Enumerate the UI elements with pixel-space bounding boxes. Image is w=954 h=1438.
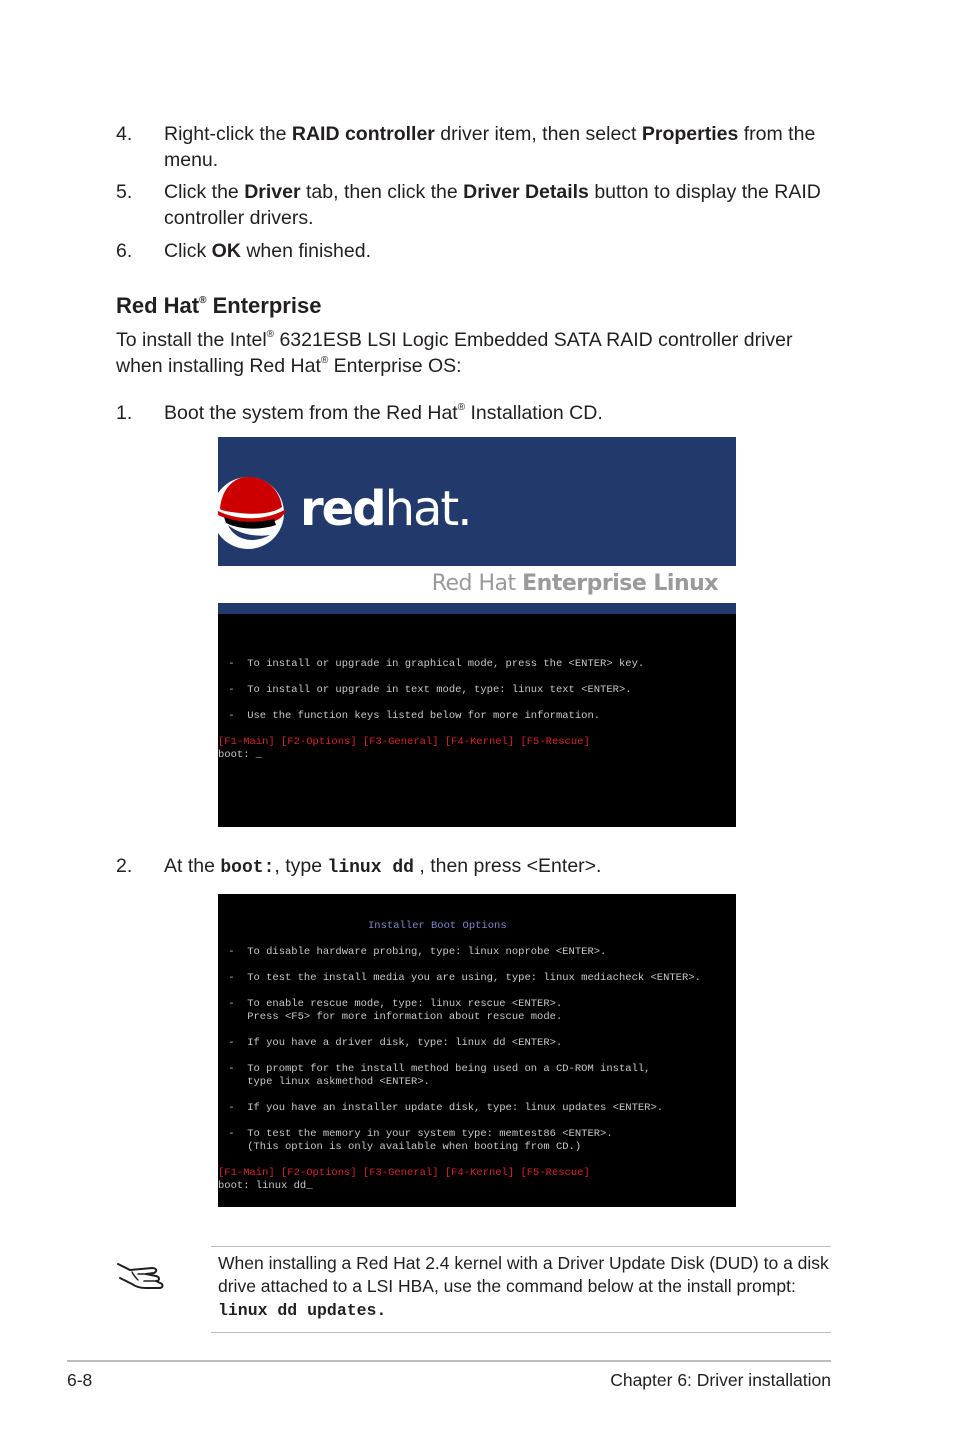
- step-text-part: , type: [274, 855, 328, 877]
- pointing-hand-icon: [116, 1250, 172, 1292]
- step-number: 2.: [116, 855, 133, 877]
- section-heading: [116, 292, 321, 320]
- boot-option-line: - To test the install media you are using, type: linux mediacheck <ENTER>.: [222, 972, 701, 984]
- note-line: drive attached to a LSI HBA, use the command below at the install prompt:: [218, 1276, 796, 1296]
- step-bold-ok: OK: [211, 240, 241, 262]
- note-code: linux dd updates.: [218, 1301, 387, 1320]
- registered-mark: ®: [199, 294, 207, 306]
- step-number: 5.: [116, 181, 133, 203]
- intro-part: 6321ESB LSI Logic Embedded SATA RAID controller driver: [274, 329, 793, 351]
- intro-part: Enterprise OS:: [328, 355, 462, 377]
- step-text: [164, 179, 844, 231]
- boot-prompt[interactable]: boot: linux dd_: [218, 1180, 313, 1192]
- code-boot: boot:: [220, 858, 275, 878]
- boot-option-line: - To enable rescue mode, type: linux rescue <ENTER>. Press <F5> for more information about rescue mode.: [228, 998, 563, 1023]
- step-text-part: Right-click the: [164, 123, 292, 145]
- step-bold-driver: Driver: [244, 181, 301, 203]
- code-linux-dd: linux dd: [327, 858, 414, 878]
- boot-option-line: - To test the memory in your system type: memtest86 <ENTER>. (This option is only available when booting from CD.): [228, 1128, 613, 1153]
- intro-part: when installing Red Hat: [116, 355, 321, 377]
- step-text-part: when finished.: [240, 240, 372, 262]
- note-top-rule: [211, 1246, 831, 1247]
- step-text-part: menu.: [164, 149, 219, 171]
- installer-boot-options-screenshot: [218, 894, 736, 1207]
- step-text-part: At the: [164, 855, 221, 877]
- step-text: [164, 853, 844, 881]
- step-bold-driver-details: Driver Details: [463, 181, 589, 203]
- registered-mark: ®: [320, 354, 329, 366]
- step-text-part: Installation CD.: [465, 402, 603, 424]
- redhat-wordmark: [300, 481, 471, 537]
- subtitle-bold: Enterprise Linux: [522, 571, 718, 596]
- function-keys-line: [F1-Main] [F2-Options] [F3-General] [F4-Kernel] [F5-Rescue]: [218, 736, 590, 748]
- chapter-title: Chapter 6: Driver installation: [610, 1370, 831, 1390]
- step-text-part: Click the: [164, 181, 245, 203]
- registered-mark: ®: [457, 401, 466, 413]
- intro-part: To install the Intel: [116, 329, 267, 351]
- redhat-boot-screenshot: [218, 437, 736, 827]
- boot-option-line: - If you have an installer update disk, type: linux updates <ENTER>.: [222, 1102, 664, 1114]
- boot-options-title: Installer Boot Options: [368, 920, 507, 932]
- blue-divider: [218, 603, 736, 614]
- page-number: 6-8: [67, 1370, 93, 1390]
- boot-option-line: - To prompt for the install method being used on a CD-ROM install, type linux askmethod <ENTER>.: [228, 1063, 651, 1088]
- step-bold-properties: Properties: [641, 123, 739, 145]
- boot-prompt[interactable]: boot: _: [218, 749, 263, 761]
- step-text-part: Boot the system from the Red Hat: [164, 402, 458, 424]
- step-number: 4.: [116, 123, 133, 145]
- wordmark-hat: hat.: [384, 481, 471, 537]
- function-keys-line: [F1-Main] [F2-Options] [F3-General] [F4-Kernel] [F5-Rescue]: [218, 1167, 590, 1179]
- step-text-part: driver item, then select: [434, 123, 642, 145]
- boot-option-line: - To disable hardware probing, type: linux noprobe <ENTER>.: [222, 946, 607, 958]
- subtitle-part: Red Hat: [431, 571, 523, 596]
- step-text-part: tab, then click the: [300, 181, 464, 203]
- boot-help-line: - Use the function keys listed below for more information.: [222, 710, 601, 722]
- intro-paragraph: [116, 327, 846, 379]
- boot-option-line: - If you have a driver disk, type: linux dd <ENTER>.: [222, 1037, 563, 1049]
- step-text-part: button to display the RAID: [588, 181, 821, 203]
- wordmark-red: red: [300, 481, 385, 537]
- step-text: [164, 400, 844, 426]
- redhat-header-band: [218, 437, 736, 566]
- step-number: 1.: [116, 402, 133, 424]
- note-bottom-rule: [211, 1332, 831, 1333]
- footer-rule: [67, 1360, 831, 1362]
- step-text-part: controller drivers.: [164, 207, 314, 229]
- heading-part: Red Hat: [116, 293, 200, 318]
- boot-help-line: - To install or upgrade in text mode, type: linux text <ENTER>.: [222, 684, 632, 696]
- step-text-part: from the: [738, 123, 816, 145]
- heading-part: Enterprise: [206, 293, 322, 318]
- step-bold-raid-controller: RAID controller: [291, 123, 435, 145]
- note-text: [218, 1252, 830, 1322]
- step-text-part: , then press <Enter>.: [413, 855, 602, 877]
- boot-help-line: - To install or upgrade in graphical mode, press the <ENTER> key.: [222, 658, 645, 670]
- shadowman-logo-icon: [218, 465, 290, 549]
- registered-mark: ®: [266, 328, 275, 340]
- step-number: 6.: [116, 240, 133, 262]
- step-text-part: Click: [164, 240, 212, 262]
- redhat-subtitle: [432, 567, 718, 601]
- step-text: [164, 238, 844, 264]
- step-text: [164, 121, 844, 173]
- note-line: When installing a Red Hat 2.4 kernel with a Driver Update Disk (DUD) to a disk: [218, 1253, 829, 1273]
